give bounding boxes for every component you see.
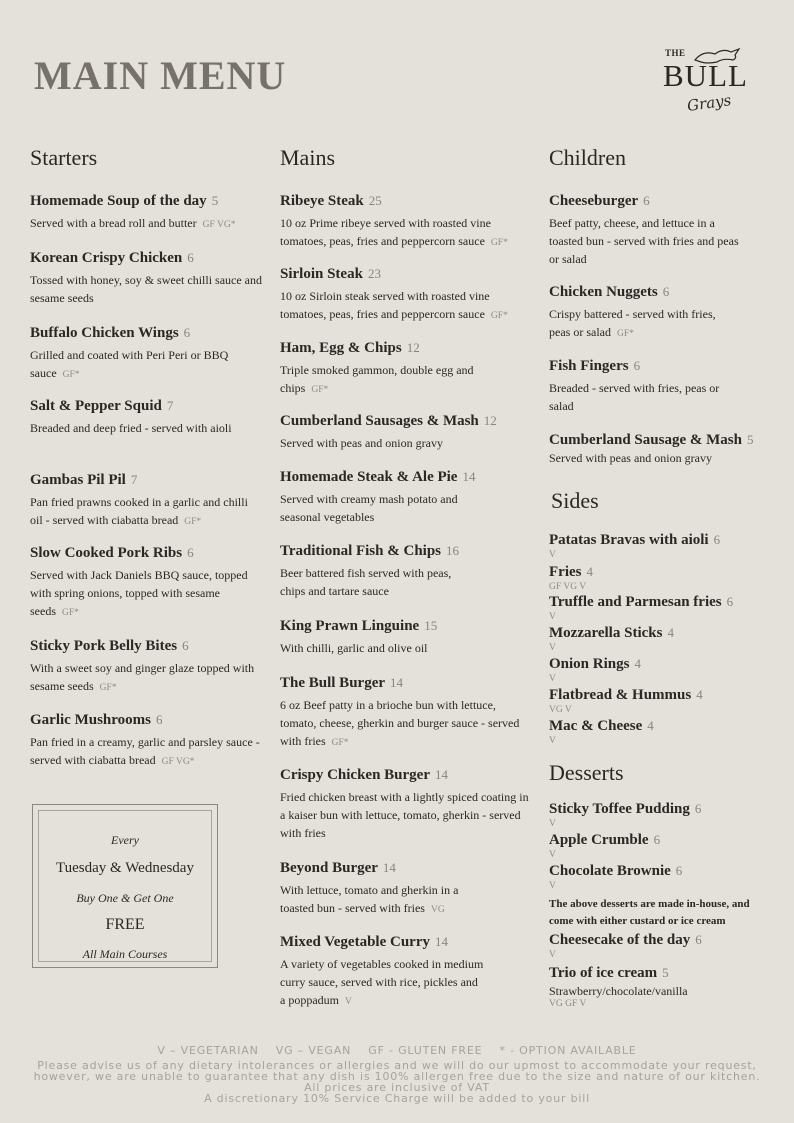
diet-tag: V: [549, 643, 556, 653]
item-price: 5: [662, 965, 669, 980]
item-name: Fries: [549, 564, 582, 580]
menu-item: [549, 358, 769, 415]
diet-tag: VG: [430, 905, 445, 915]
side-item: [549, 532, 769, 561]
item-desc: With lettuce, tomato and gherkin in a toasted bun - served with fries: [280, 883, 459, 915]
menu-item: [280, 413, 530, 452]
item-price: 4: [667, 625, 674, 640]
item-price: 6: [695, 932, 702, 947]
item-desc: Breaded - served with fries, peas or salad: [549, 381, 720, 413]
item-name: Homemade Soup of the day: [30, 193, 207, 209]
diet-tag: V: [549, 674, 556, 684]
children-heading: Children: [549, 145, 626, 170]
item-price: 12: [406, 340, 420, 355]
dessert-item: [549, 832, 769, 861]
item-desc: Beer battered fish served with peas, chips and tartare sauce: [280, 566, 452, 598]
diet-tag: VG V: [549, 705, 572, 715]
item-name: Onion Rings: [549, 656, 630, 672]
vat-notice: All prices are inclusive of VAT: [304, 1081, 490, 1094]
diet-tag: V: [549, 950, 556, 960]
diet-tag: GF VG*: [202, 220, 236, 230]
item-desc: Served with a bread roll and butter: [30, 216, 197, 230]
diet-tag: GF VG*: [161, 757, 195, 767]
item-desc: Fried chicken breast with a lightly spiced coating in a kaiser bun with lettuce, tomato, gherkin - served with fries: [280, 790, 529, 840]
menu-item: [280, 340, 530, 399]
item-desc: A variety of vegetables cooked in medium curry sauce, served with rice, pickles and a poppadum: [280, 957, 484, 1007]
item-name: Mac & Cheese: [549, 718, 643, 734]
item-desc: 10 oz Prime ribeye served with roasted vine tomatoes, peas, fries and peppercorn sauce: [280, 216, 491, 248]
dessert-item: [549, 965, 769, 1010]
diet-tag: GF*: [184, 517, 202, 527]
item-desc: Breaded and deep fried - served with aioli: [30, 421, 232, 435]
diet-tag: GF*: [62, 370, 80, 380]
item-name: Traditional Fish & Chips: [280, 543, 442, 559]
item-name: Korean Crispy Chicken: [30, 250, 183, 266]
item-name: Gambas Pil Pil: [30, 472, 126, 488]
item-desc: With a sweet soy and ginger glaze topped with sesame seeds: [30, 661, 255, 693]
menu-item: [30, 250, 262, 307]
menu-item: [30, 193, 262, 234]
menu-item: [280, 266, 530, 325]
side-item: [549, 594, 769, 623]
item-name: King Prawn Linguine: [280, 618, 420, 634]
item-desc: Pan fried prawns cooked in a garlic and chilli oil - served with ciabatta bread: [30, 495, 248, 527]
diet-tag: GF*: [490, 238, 508, 248]
diet-tag: GF*: [331, 738, 349, 748]
diet-tag: V: [345, 997, 352, 1007]
item-desc: Triple smoked gammon, double egg and chips: [280, 363, 474, 395]
diet-tag: V: [549, 612, 556, 622]
bull-logo: [655, 44, 755, 124]
item-desc: Served with Jack Daniels BBQ sauce, topped with spring onions, topped with sesame seeds: [30, 568, 248, 618]
menu-item: [280, 469, 530, 526]
menu-item: [549, 193, 769, 268]
menu-item: [30, 398, 262, 437]
item-name: Cumberland Sausage & Mash: [549, 432, 742, 448]
item-price: 6: [713, 532, 721, 547]
item-price: 5: [211, 193, 219, 208]
dessert-item: [549, 863, 769, 892]
item-price: 6: [726, 594, 734, 609]
item-price: 6: [182, 638, 189, 653]
service-charge-notice: A discretionary 10% Service Charge will be added to your bill: [204, 1092, 590, 1105]
item-price: 5: [746, 432, 754, 447]
item-price: 4: [647, 718, 654, 733]
item-price: 6: [155, 712, 163, 727]
item-name: Cumberland Sausages & Mash: [280, 413, 479, 429]
item-desc: Crispy battered - served with fries, peas or salad: [549, 307, 716, 339]
item-price: 16: [446, 543, 460, 558]
side-item: [549, 564, 769, 593]
diet-tag: GF*: [311, 385, 329, 395]
promo-box: [32, 804, 218, 968]
item-desc: With chilli, garlic and olive oil: [280, 641, 428, 655]
side-item: [549, 687, 769, 716]
dessert-note: The above desserts are made in-house, and come with either custard or ice cream: [549, 898, 750, 927]
diet-tag: V: [549, 736, 556, 746]
menu-item: [549, 432, 769, 467]
item-price: 4: [696, 687, 703, 702]
item-price: 14: [462, 469, 476, 484]
diet-tag: GF*: [616, 329, 634, 339]
item-name: Flatbread & Hummus: [549, 687, 692, 703]
menu-item: [30, 325, 262, 384]
menu-item: [30, 472, 262, 531]
menu-item: [280, 934, 530, 1011]
item-price: 23: [367, 266, 381, 281]
menu-item: [549, 284, 769, 343]
item-name: Mixed Vegetable Curry: [280, 934, 430, 950]
item-price: 7: [130, 472, 138, 487]
item-name: Truffle and Parmesan fries: [549, 594, 722, 610]
side-item: [549, 656, 769, 685]
diet-tag: V: [549, 550, 556, 560]
diet-tag: V: [549, 819, 556, 829]
promo-every: Every: [111, 833, 139, 847]
item-name: Salt & Pepper Squid: [30, 398, 162, 414]
menu-item: [280, 543, 530, 600]
page-title: MAIN MENU: [34, 53, 287, 98]
item-name: Crispy Chicken Burger: [280, 767, 430, 783]
item-name: Buffalo Chicken Wings: [30, 325, 179, 341]
item-desc: Served with creamy mash potato and seasonal vegetables: [280, 492, 458, 524]
item-price: 4: [634, 656, 641, 671]
item-name: Chocolate Brownie: [549, 863, 671, 879]
promo-all-main: All Main Courses: [82, 947, 168, 961]
mains-section: [280, 145, 530, 1007]
item-name: Patatas Bravas with aioli: [549, 532, 709, 548]
promo-free: FREE: [105, 916, 145, 933]
item-name: Trio of ice cream: [549, 965, 658, 981]
menu-item: [280, 767, 530, 842]
promo-days: Tuesday & Wednesday: [56, 860, 194, 876]
side-item: [549, 718, 769, 747]
side-item: [549, 625, 769, 654]
item-name: Ham, Egg & Chips: [280, 340, 402, 356]
item-name: Slow Cooked Pork Ribs: [30, 545, 183, 561]
diet-legend: V – VEGETARIAN VG – VEGAN GF - GLUTEN FREE * - OPTION AVAILABLE: [157, 1044, 637, 1057]
item-price: 6: [187, 250, 194, 265]
menu-item: [30, 638, 262, 697]
item-name: Sticky Pork Belly Bites: [30, 638, 178, 654]
diet-tag: V: [549, 850, 556, 860]
item-name: Mozzarella Sticks: [549, 625, 663, 641]
logo-grays: Grays: [685, 91, 733, 115]
item-name: Garlic Mushrooms: [30, 712, 151, 728]
item-name: Chicken Nuggets: [549, 284, 658, 300]
starters-heading: Starters: [30, 145, 98, 170]
item-name: Cheeseburger: [549, 193, 639, 209]
item-price: 12: [483, 413, 497, 428]
item-desc: Served with peas and onion gravy: [280, 436, 443, 450]
item-price: 6: [675, 863, 683, 878]
mains-heading: Mains: [280, 145, 335, 170]
sides-heading: Sides: [551, 488, 599, 513]
item-name: The Bull Burger: [280, 675, 386, 691]
item-price: 14: [435, 767, 448, 782]
item-price: 6: [187, 545, 194, 560]
desserts-heading: Desserts: [549, 760, 624, 785]
item-price: 14: [382, 860, 396, 875]
item-desc: 10 oz Sirloin steak served with roasted vine tomatoes, peas, fries and peppercorn sauce: [280, 289, 490, 321]
item-name: Sirloin Steak: [280, 266, 363, 282]
item-name: Apple Crumble: [549, 832, 649, 848]
item-price: 14: [390, 675, 404, 690]
item-name: Cheesecake of the day: [549, 932, 691, 948]
item-price: 25: [368, 193, 382, 208]
item-desc: Served with peas and onion gravy: [549, 451, 712, 465]
promo-bogo: Buy One & Get One: [76, 891, 174, 905]
item-price: 7: [166, 398, 174, 413]
diet-tag: GF VG V: [549, 582, 587, 592]
right-column: [549, 145, 769, 1009]
menu-item: [30, 545, 262, 622]
diet-tag: V: [549, 881, 556, 891]
menu-item: [30, 712, 262, 771]
item-name: Ribeye Steak: [280, 193, 364, 209]
item-price: 15: [424, 618, 438, 633]
item-desc: Beef patty, cheese, and lettuce in a toasted bun - served with fries and peas or salad: [549, 216, 739, 266]
item-price: 4: [586, 564, 593, 579]
diet-tag: GF*: [62, 608, 79, 618]
item-desc: Grilled and coated with Peri Peri or BBQ sauce: [30, 348, 229, 380]
item-desc: Tossed with honey, soy & sweet chilli sauce and sesame seeds: [30, 273, 263, 305]
starters-section: [30, 145, 263, 767]
item-desc: 6 oz Beef patty in a brioche bun with lettuce, tomato, cheese, gherkin and burger sauce - served with fries: [280, 698, 520, 748]
menu-item: [280, 675, 530, 752]
logo-bull: BULL: [663, 58, 748, 93]
item-name: Homemade Steak & Ale Pie: [280, 469, 458, 485]
logo-the: THE: [665, 48, 686, 58]
item-name: Fish Fingers: [549, 358, 629, 374]
allergy-notice: Please advise us of any dietary intolerances or allergies and we will do our upmost to accommodate your request, however, we are unable to guarantee that any dish is 100% allergen free due to the size and nature of our kitchen.: [33, 1059, 761, 1083]
diet-tag: GF*: [99, 683, 117, 693]
item-price: 6: [633, 358, 641, 373]
item-name: Sticky Toffee Pudding: [549, 801, 690, 817]
item-desc: Strawberry/chocolate/vanilla: [549, 984, 688, 998]
item-price: 14: [434, 934, 448, 949]
item-price: 6: [662, 284, 670, 299]
diet-tag: GF*: [490, 311, 508, 321]
item-price: 6: [183, 325, 191, 340]
item-desc: Pan fried in a creamy, garlic and parsley sauce - served with ciabatta bread: [30, 735, 260, 767]
menu-item: [280, 860, 530, 919]
dessert-item: [549, 932, 769, 961]
item-price: 6: [653, 832, 661, 847]
menu-item: [280, 193, 530, 252]
menu-item: [280, 618, 530, 657]
item-price: 6: [694, 801, 702, 816]
item-name: Beyond Burger: [280, 860, 378, 876]
diet-tag: VG GF V: [549, 999, 587, 1009]
dessert-item: [549, 801, 769, 830]
item-price: 6: [643, 193, 650, 208]
